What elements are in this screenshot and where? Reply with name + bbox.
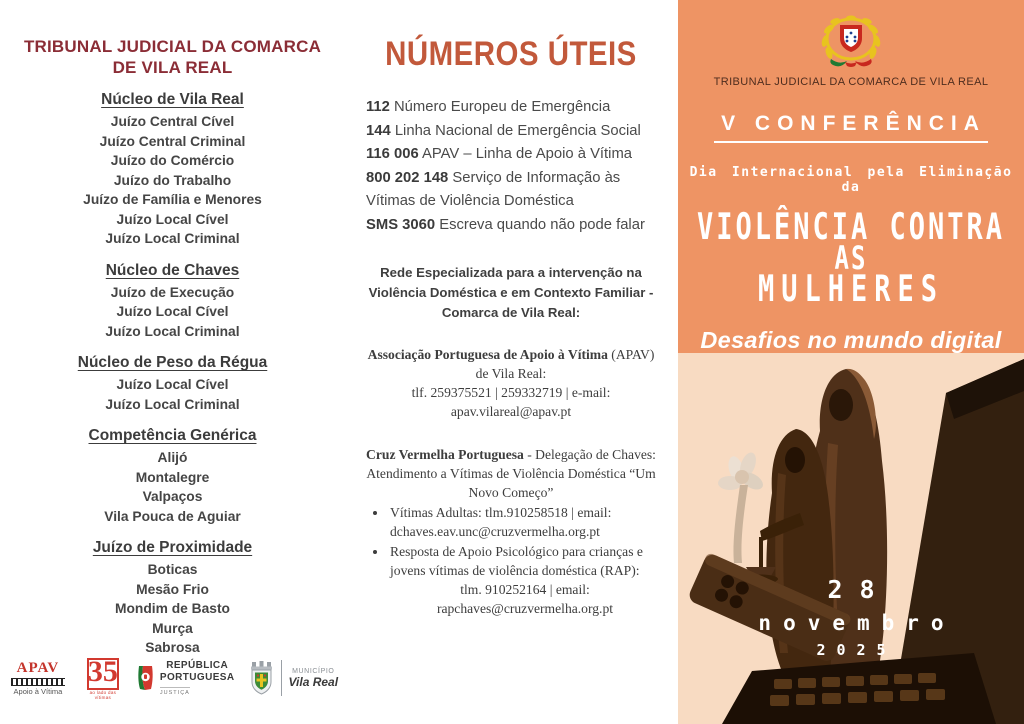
number-label: APAV – Linha de Apoio à Vítima xyxy=(421,146,633,162)
court-item: Juízo do Comércio xyxy=(110,153,235,168)
section-competencia-generica xyxy=(0,427,345,526)
court-item: Juízo Local Criminal xyxy=(105,231,240,246)
cvp-org-name: Cruz Vermelha Portuguesa xyxy=(366,447,524,462)
court-item: Juízo Local Criminal xyxy=(105,323,240,339)
partner-logos-row xyxy=(0,646,345,710)
cvp-contact-title xyxy=(362,445,660,502)
number-value: 112 xyxy=(366,99,390,115)
municipio-vila-real-logo xyxy=(248,660,338,696)
court-item: Murça xyxy=(152,620,193,636)
court-item: Juízo Central Cível xyxy=(110,114,235,129)
court-item: Juízo Local Criminal xyxy=(105,396,240,412)
conference-title: V CONFERÊNCIA xyxy=(714,112,988,143)
section-nucleo-chaves xyxy=(0,262,345,342)
event-date-day: 28 xyxy=(827,575,892,604)
section-heading: Núcleo de Vila Real xyxy=(101,91,244,108)
court-item: Montalegre xyxy=(135,469,210,485)
section-juizo-proximidade xyxy=(0,539,345,658)
number-label: Serviço de Informação às Vítimas de Violência Doméstica xyxy=(366,169,621,209)
useful-numbers-title: NÚMEROS ÚTEIS xyxy=(385,34,637,73)
court-item: Mondim de Basto xyxy=(115,601,230,616)
conference-main-title-line3: MULHERES xyxy=(757,268,945,311)
section-heading: Núcleo de Chaves xyxy=(105,261,240,279)
court-item: Mesão Frio xyxy=(136,581,209,597)
logo-divider xyxy=(281,660,282,696)
cvp-org-suffix: - Delegação de Chaves: Atendimento a Vítimas de Violência Doméstica “Um Novo Começo” xyxy=(366,447,656,500)
municipio-crest-icon xyxy=(248,661,275,695)
court-item: Juízo de Execução xyxy=(110,284,235,300)
section-heading: Competência Genérica xyxy=(88,427,257,444)
cvp-bullet-adults: • Vítimas Adultas: tlm.910258518 | email: dchaves.eav.unc@cruzvermelha.org.pt xyxy=(388,503,660,541)
apav-org-suffix: (APAV) de Vila Real: xyxy=(475,347,655,381)
cvp-bullet-rap-text: Resposta de Apoio Psicológico para crianças e jovens vítimas de violência doméstica (RAP): xyxy=(390,544,643,578)
apav-logo xyxy=(7,660,69,696)
justice-statue-photo xyxy=(678,353,1024,724)
anniversary-subtitle: ao lado das vítimas xyxy=(89,690,117,700)
cvp-bullet-rap-contact: tlm. 910252164 | email: rapchaves@cruzvermelha.org.pt xyxy=(436,582,614,616)
event-date-year: 2025 xyxy=(816,641,897,659)
apav-contact-title xyxy=(362,345,660,383)
court-item: Sabrosa xyxy=(145,640,200,655)
apav-wordmark: APAV xyxy=(16,660,60,676)
conference-main-title-line2: AS xyxy=(834,239,868,278)
municipio-line1: MUNICÍPIO xyxy=(292,667,335,675)
court-item: Vila Pouca de Aguiar xyxy=(104,508,241,524)
court-item: Juízo Local Cível xyxy=(116,304,229,319)
apav-people-icon xyxy=(11,678,65,686)
apav-org-name: Associação Portuguesa de Apoio à Vítima xyxy=(367,347,608,362)
number-entry xyxy=(366,167,656,214)
court-item: Valpaços xyxy=(142,489,203,504)
municipio-line2: Vila Real xyxy=(288,674,339,689)
apav-contact-block xyxy=(362,345,660,421)
apav-subtitle: Apoio à Vítima xyxy=(13,687,63,696)
number-entry xyxy=(366,96,656,120)
number-label: Linha Nacional de Emergência Social xyxy=(394,122,641,139)
republica-line3: JUSTIÇA xyxy=(160,687,190,696)
court-item: Alijó xyxy=(157,450,188,465)
statue-scene-illustration xyxy=(678,353,1024,724)
number-value: 800 202 148 xyxy=(366,169,449,186)
court-title: TRIBUNAL JUDICIAL DA COMARCA DE VILA REAL xyxy=(23,37,322,77)
republica-portuguesa-logo xyxy=(137,660,235,696)
court-item: Juízo Central Criminal xyxy=(99,133,246,149)
number-entry xyxy=(366,120,656,144)
section-heading: Núcleo de Peso da Régua xyxy=(77,354,268,371)
court-directory-panel xyxy=(0,0,345,724)
anniversary-number: 35 xyxy=(87,655,118,688)
conference-main-title-line1: VIOLÊNCIA CONTRA xyxy=(696,206,1006,249)
event-date xyxy=(678,575,1024,659)
coat-of-arms-icon xyxy=(801,13,901,69)
republica-flag-icon xyxy=(137,665,154,691)
conference-cover-panel xyxy=(678,0,1024,724)
republica-line1: REPÚBLICA xyxy=(166,660,229,671)
court-item: Juízo do Trabalho xyxy=(113,172,232,188)
court-item: Juízo de Família e Menores xyxy=(83,192,262,207)
conference-header-block xyxy=(678,0,1024,353)
number-label: Número Europeu de Emergência xyxy=(394,99,611,115)
number-value: SMS 3060 xyxy=(366,216,436,233)
court-item: Juízo Local Cível xyxy=(116,211,229,227)
number-label: Escreva quando não pode falar xyxy=(439,216,645,233)
cvp-contact-block xyxy=(362,445,660,618)
number-value: 116 006 xyxy=(366,146,419,162)
cvp-bullet-list xyxy=(362,503,660,618)
apav-contact-line: tlf. 259375521 | 259332719 | e-mail: xyxy=(411,385,611,400)
number-entry xyxy=(366,143,656,167)
useful-numbers-panel xyxy=(352,0,670,724)
tribunal-name-line: TRIBUNAL JUDICIAL DA COMARCA DE VILA REAL xyxy=(713,76,989,88)
court-item: Juízo Local Cível xyxy=(116,377,229,392)
anniversary-35-logo xyxy=(83,656,123,700)
network-heading: Rede Especializada para a intervenção na Violência Doméstica e em Contexto Familiar - Comarca de Vila Real: xyxy=(368,265,654,320)
court-item: Boticas xyxy=(147,562,198,577)
emergency-numbers-list xyxy=(366,96,656,237)
section-heading: Juízo de Proximidade xyxy=(92,539,253,556)
conference-tagline: Desafios no mundo digital xyxy=(700,327,1002,353)
conference-subtitle: Dia Internacional pela Eliminação da xyxy=(689,165,1013,195)
event-date-month: novembro xyxy=(758,611,956,635)
municipio-text xyxy=(288,668,338,689)
section-nucleo-vila-real xyxy=(0,91,345,249)
number-entry xyxy=(366,214,656,238)
apav-email: apav.vilareal@apav.pt xyxy=(450,404,572,419)
republica-text xyxy=(160,660,235,696)
number-value: 144 xyxy=(366,122,391,139)
republica-line2: PORTUGUESA xyxy=(159,672,235,683)
cvp-bullet-rap xyxy=(388,542,660,618)
section-nucleo-peso-regua xyxy=(0,354,345,414)
